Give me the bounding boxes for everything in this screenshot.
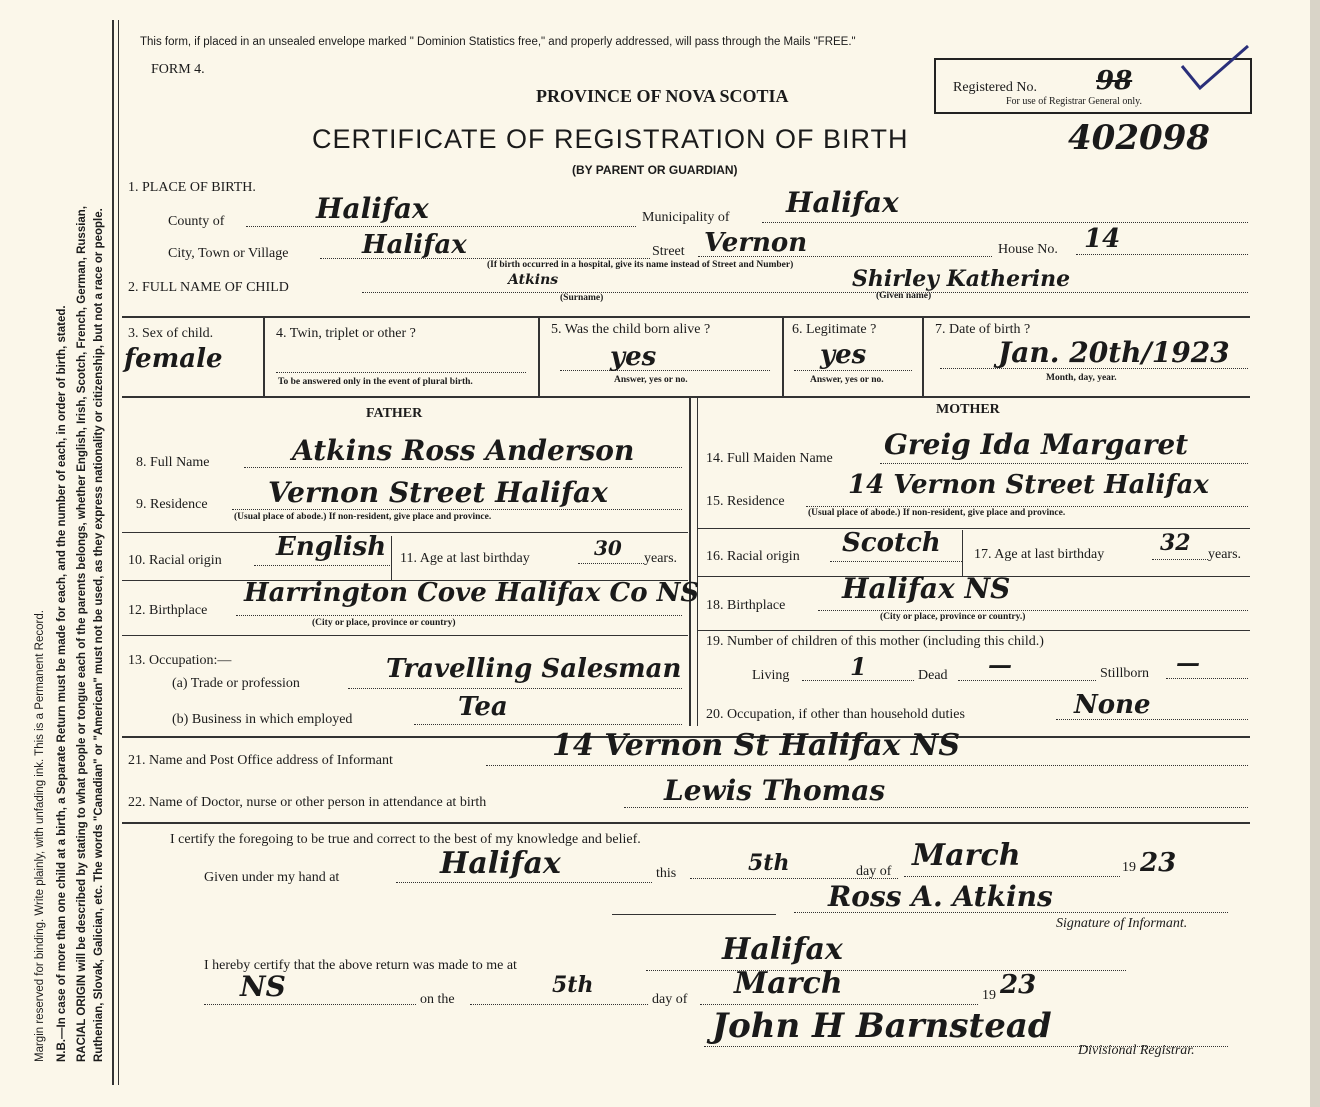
- form-number: FORM 4.: [151, 62, 205, 77]
- mother-years: years.: [1208, 547, 1242, 562]
- subtitle: (BY PARENT OR GUARDIAN): [572, 163, 738, 177]
- mother-birthplace-value: Halifax NS: [842, 572, 1011, 605]
- given-year-prefix: 19: [1122, 860, 1136, 875]
- given-year-value: 23: [1140, 848, 1177, 878]
- father-racial-value: English: [276, 532, 387, 562]
- house-label: House No.: [998, 242, 1058, 257]
- legitimate-value: yes: [820, 340, 867, 370]
- mother-racial-value: Scotch: [842, 528, 941, 558]
- on-the-label: on the: [420, 992, 455, 1007]
- father-occupation-label: 13. Occupation:—: [128, 653, 232, 668]
- mother-occupation-label: 20. Occupation, if other than household duties: [706, 707, 965, 722]
- county-value: Halifax: [316, 192, 429, 225]
- mother-birthplace-label: 18. Birthplace: [706, 598, 786, 613]
- check-mark-icon: [1176, 44, 1256, 104]
- registrar-day-of-label: day of: [652, 992, 688, 1007]
- registrar-month-value: March: [734, 966, 843, 1001]
- dead-label: Dead: [918, 668, 948, 683]
- city-value: Halifax: [362, 230, 467, 260]
- day-of-label: day of: [856, 864, 892, 879]
- municipality-value: Halifax: [786, 186, 899, 219]
- living-value: 1: [850, 652, 867, 681]
- mail-notice: This form, if placed in an unsealed envelope marked " Dominion Statistics free," and properly addressed, will pass through the Mails "FREE.": [140, 36, 856, 48]
- twin-label: 4. Twin, triplet or other ?: [276, 326, 416, 341]
- registered-box: [934, 58, 1252, 114]
- father-age-label: 11. Age at last birthday: [400, 551, 530, 566]
- dob-note: Month, day, year.: [1046, 373, 1117, 383]
- sex-value: female: [124, 344, 223, 374]
- father-age-value: 30: [594, 536, 622, 560]
- father-name-label: 8. Full Name: [136, 455, 210, 470]
- dob-value: Jan. 20th/1923: [998, 336, 1230, 369]
- children-label: 19. Number of children of this mother (including this child.): [706, 634, 1044, 649]
- hospital-note: (If birth occurred in a hospital, give its name instead of Street and Number): [487, 260, 794, 270]
- alive-label: 5. Was the child born alive ?: [551, 322, 711, 337]
- registrar-signature-label: Divisional Registrar.: [1078, 1043, 1195, 1058]
- informant-signature: Ross A. Atkins: [828, 880, 1053, 913]
- given-month-value: March: [912, 838, 1021, 873]
- father-birthplace-label: 12. Birthplace: [128, 603, 208, 618]
- given-name-label: (Given name): [876, 291, 932, 301]
- page-title: CERTIFICATE OF REGISTRATION OF BIRTH: [312, 124, 909, 154]
- informant-value: 14 Vernon St Halifax NS: [552, 728, 960, 763]
- father-years: years.: [644, 551, 678, 566]
- father-abode-note: (Usual place of abode.) If non-resident, give place and province.: [234, 512, 492, 522]
- informant-signature-label: Signature of Informant.: [1056, 916, 1188, 931]
- mother-residence-label: 15. Residence: [706, 494, 785, 509]
- city-label: City, Town or Village: [168, 246, 289, 261]
- stillborn-value: —: [1176, 648, 1200, 677]
- county-label: County of: [168, 214, 225, 229]
- mother-abode-note: (Usual place of abode.) If non-resident, give place and province.: [808, 508, 1066, 518]
- living-label: Living: [752, 668, 790, 683]
- dob-label: 7. Date of birth ?: [935, 322, 1031, 337]
- father-birthplace-value: Harrington Cove Halifax Co NS: [244, 578, 700, 608]
- father-heading: FATHER: [366, 406, 423, 421]
- registrar-year-prefix: 19: [982, 988, 996, 1003]
- alive-value: yes: [610, 342, 657, 372]
- surname-value: Atkins: [508, 272, 559, 288]
- registrar-place2-value: NS: [240, 970, 286, 1003]
- mother-occupation-value: None: [1074, 690, 1151, 720]
- this-label: this: [656, 866, 677, 881]
- house-value: 14: [1084, 224, 1121, 254]
- registrar-year-value: 23: [1000, 970, 1037, 1000]
- registrar-day-value: 5th: [552, 972, 594, 998]
- surname-label: (Surname): [560, 293, 604, 303]
- father-trade-value: Travelling Salesman: [386, 654, 682, 684]
- mother-age-label: 17. Age at last birthday: [974, 547, 1105, 562]
- doctor-value: Lewis Thomas: [664, 774, 886, 807]
- registrar-signature: John H Barnstead: [712, 1006, 1052, 1046]
- municipality-label: Municipality of: [642, 210, 730, 225]
- informant-label: 21. Name and Post Office address of Informant: [128, 753, 393, 768]
- father-residence-label: 9. Residence: [136, 497, 208, 512]
- certificate-number: 402098: [1068, 118, 1210, 158]
- twin-note: To be answered only in the event of plural birth.: [278, 377, 473, 387]
- street-label: Street: [652, 244, 685, 259]
- mother-racial-label: 16. Racial origin: [706, 549, 800, 564]
- mother-heading: MOTHER: [936, 402, 1000, 417]
- dead-value: —: [988, 650, 1012, 679]
- margin-line-inner: [118, 20, 119, 1085]
- mother-name-label: 14. Full Maiden Name: [706, 451, 833, 466]
- sex-label: 3. Sex of child.: [128, 326, 214, 341]
- province-heading: PROVINCE OF NOVA SCOTIA: [536, 86, 789, 106]
- father-name-value: Atkins Ross Anderson: [292, 434, 635, 467]
- mother-birthplace-note: (City or place, province or country.): [880, 612, 1026, 622]
- given-place-value: Halifax: [440, 846, 561, 881]
- margin-note-1: Margin reserved for binding. Write plainly, with unfading ink. This is a Permanent Record.: [34, 610, 46, 1062]
- doctor-label: 22. Name of Doctor, nurse or other person in attendance at birth: [128, 795, 487, 810]
- margin-line: [112, 20, 114, 1085]
- mother-age-value: 32: [1160, 530, 1191, 556]
- street-value: Vernon: [704, 228, 808, 258]
- margin-note-3: RACIAL ORIGIN will be described by stating to what people or tongue each of the parents belongs, whether English, Irish, Scotch, French, German, Russian,: [76, 205, 88, 1062]
- father-trade-label: (a) Trade or profession: [172, 676, 300, 691]
- father-residence-value: Vernon Street Halifax: [268, 476, 608, 509]
- certify-statement: I certify the foregoing to be true and correct to the best of my knowledge and belief.: [170, 832, 641, 847]
- given-under-label: Given under my hand at: [204, 870, 340, 885]
- father-business-label: (b) Business in which employed: [172, 712, 353, 727]
- child-name-label: 2. FULL NAME OF CHILD: [128, 280, 289, 295]
- stillborn-label: Stillborn: [1100, 666, 1150, 681]
- registered-number: 98: [1096, 66, 1133, 96]
- margin-note-2: N.B.—In case of more than one child at a birth, a Separate Return must be made for each, and the number of each, in order of birth, stated.: [56, 305, 68, 1062]
- registrar-statement: I hereby certify that the above return was made to me at: [204, 958, 517, 973]
- registrar-note: For use of Registrar General only.: [1006, 96, 1142, 107]
- registrar-place-value: Halifax: [722, 932, 843, 967]
- mother-name-value: Greig Ida Margaret: [884, 428, 1189, 461]
- page-edge: [1310, 0, 1320, 1107]
- place-of-birth-heading: 1. PLACE OF BIRTH.: [128, 180, 256, 195]
- given-name-value: Shirley Katherine: [852, 266, 1071, 292]
- legitimate-label: 6. Legitimate ?: [792, 322, 877, 337]
- mother-residence-value: 14 Vernon Street Halifax: [848, 470, 1209, 500]
- father-birthplace-note: (City or place, province or country): [312, 618, 456, 628]
- given-day-value: 5th: [748, 850, 790, 876]
- father-racial-label: 10. Racial origin: [128, 553, 222, 568]
- alive-note: Answer, yes or no.: [614, 375, 688, 385]
- registered-label: Registered No.: [953, 80, 1037, 95]
- legitimate-note: Answer, yes or no.: [810, 375, 884, 385]
- father-business-value: Tea: [458, 692, 508, 722]
- margin-note-4: Ruthenian, Slovak, Galician, etc. The words "Canadian" or "American" must not be used, as they express nationality or citizenship, but not a race or people.: [93, 208, 105, 1062]
